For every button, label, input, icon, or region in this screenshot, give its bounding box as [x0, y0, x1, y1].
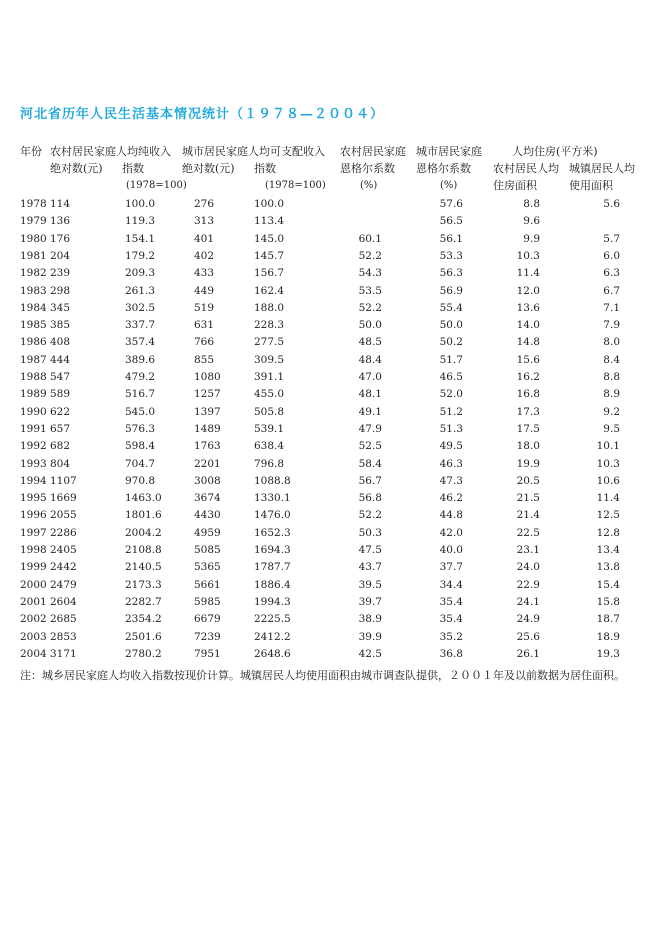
urban-income-abs-cell: 1257: [194, 388, 221, 401]
urban-income-index-cell: 156.7: [254, 267, 285, 280]
table-row: [0, 631, 662, 648]
rural-income-abs-cell: 2286: [50, 526, 77, 539]
year-cell: 1991: [20, 422, 47, 435]
rural-housing-cell: 14.0: [516, 319, 540, 332]
footnote: 注：城乡居民家庭人均收入指数按现价计算。城镇居民人均使用面积由城市调查队提供，２００１年及以前数据为居住面积。: [20, 669, 625, 682]
rural-housing-cell: 21.5: [516, 492, 540, 505]
rural-income-abs-cell: 239: [50, 267, 71, 280]
header-urban-base: (1978=100): [265, 180, 326, 191]
rural-housing-cell: 26.1: [516, 647, 540, 660]
rural-housing-cell: 19.9: [516, 457, 540, 470]
page-title: 河北省历年人民生活基本情况统计（１９７８—２００４）: [20, 107, 385, 122]
year-cell: 1981: [20, 249, 47, 262]
table-row: [0, 423, 662, 440]
urban-engel-cell: 57.6: [439, 198, 463, 210]
urban-housing-cell: 15.8: [596, 595, 620, 608]
urban-income-abs-cell: 1397: [194, 405, 221, 418]
urban-housing-cell: 6.7: [603, 284, 620, 297]
table-row: [0, 233, 662, 250]
rural-income-abs-cell: 3171: [50, 647, 77, 660]
year-cell: 1998: [20, 544, 47, 556]
rural-income-index-cell: 970.8: [125, 474, 156, 487]
urban-income-index-cell: 228.3: [254, 319, 285, 332]
urban-income-index-cell: 455.0: [254, 388, 285, 401]
urban-housing-cell: 6.3: [603, 267, 620, 280]
header-rural-engel-2: 恩格尔系数: [340, 162, 395, 175]
urban-engel-cell: 50.0: [439, 319, 463, 332]
urban-income-abs-cell: 7239: [194, 630, 221, 643]
rural-income-index-cell: 479.2: [125, 371, 156, 383]
urban-income-abs-cell: 313: [194, 215, 215, 228]
year-cell: 2003: [20, 630, 47, 643]
table-row: [0, 267, 662, 284]
rural-income-abs-cell: 136: [50, 215, 71, 228]
urban-housing-cell: 19.3: [596, 647, 620, 660]
year-cell: 1990: [20, 405, 47, 418]
table-row: [0, 492, 662, 509]
rural-income-abs-cell: 1107: [50, 474, 77, 487]
rural-income-index-cell: 100.0: [125, 198, 156, 210]
urban-housing-cell: 13.4: [596, 544, 620, 556]
rural-income-index-cell: 209.3: [125, 267, 156, 280]
urban-income-index-cell: 796.8: [254, 457, 285, 470]
table-row: [0, 302, 662, 319]
rural-housing-cell: 8.8: [523, 198, 540, 210]
rural-income-abs-cell: 2479: [50, 578, 77, 591]
table-row: [0, 596, 662, 613]
rural-income-abs-cell: 657: [50, 422, 71, 435]
urban-income-abs-cell: 3674: [194, 492, 221, 505]
urban-engel-cell: 46.3: [439, 457, 463, 470]
table-row: [0, 648, 662, 665]
urban-housing-cell: 8.9: [603, 388, 620, 401]
table-row: [0, 475, 662, 492]
rural-income-abs-cell: 1669: [50, 492, 77, 505]
year-cell: 1992: [20, 440, 47, 453]
rural-income-index-cell: 119.3: [125, 215, 156, 228]
urban-housing-cell: 5.7: [603, 232, 620, 245]
rural-income-index-cell: 302.5: [125, 301, 156, 314]
year-cell: 1987: [20, 353, 47, 366]
urban-housing-cell: 8.8: [603, 371, 620, 383]
urban-income-abs-cell: 1763: [194, 440, 221, 453]
urban-engel-cell: 51.2: [439, 405, 463, 418]
urban-income-index-cell: 1652.3: [254, 526, 291, 539]
table-row: [0, 319, 662, 336]
urban-income-abs-cell: 5985: [194, 595, 221, 608]
urban-income-abs-cell: 402: [194, 249, 215, 262]
header-urban-engel-2: 恩格尔系数: [416, 162, 471, 175]
rural-income-index-cell: 576.3: [125, 422, 156, 435]
urban-housing-cell: 8.0: [603, 336, 620, 349]
table-row: [0, 458, 662, 475]
rural-housing-cell: 15.6: [516, 353, 540, 366]
urban-housing-cell: 12.8: [596, 526, 620, 539]
rural-engel-cell: 49.1: [358, 405, 382, 418]
rural-engel-cell: 54.3: [358, 267, 382, 280]
rural-housing-cell: 24.1: [516, 595, 540, 608]
rural-housing-cell: 20.5: [516, 474, 540, 487]
urban-income-index-cell: 100.0: [254, 198, 285, 210]
urban-engel-cell: 53.3: [439, 249, 463, 262]
header-urban-income: 城市居民家庭人均可支配收入: [182, 145, 325, 158]
table-row: [0, 440, 662, 457]
rural-engel-cell: 48.1: [358, 388, 382, 401]
rural-income-index-cell: 598.4: [125, 440, 156, 453]
header-rural-engel-1: 农村居民家庭: [340, 145, 406, 158]
urban-income-index-cell: 391.1: [254, 371, 285, 383]
rural-housing-cell: 21.4: [516, 509, 540, 522]
urban-income-index-cell: 309.5: [254, 353, 285, 366]
year-cell: 2002: [20, 613, 47, 626]
rural-engel-cell: 47.5: [358, 544, 382, 556]
urban-engel-cell: 56.9: [439, 284, 463, 297]
rural-engel-cell: 58.4: [358, 457, 382, 470]
rural-income-index-cell: 2108.8: [125, 544, 162, 556]
rural-income-abs-cell: 385: [50, 319, 71, 332]
rural-income-abs-cell: 444: [50, 353, 71, 366]
rural-income-abs-cell: 345: [50, 301, 71, 314]
rural-income-abs-cell: 298: [50, 284, 71, 297]
header-housing: 人均住房(平方米): [512, 145, 598, 158]
rural-engel-cell: 42.5: [358, 647, 382, 660]
urban-income-index-cell: 145.0: [254, 232, 285, 245]
rural-income-index-cell: 545.0: [125, 405, 156, 418]
table-row: [0, 198, 662, 215]
rural-income-abs-cell: 176: [50, 232, 71, 245]
urban-income-index-cell: 113.4: [254, 215, 285, 228]
urban-income-index-cell: 162.4: [254, 284, 285, 297]
urban-engel-cell: 36.8: [439, 647, 463, 660]
urban-income-index-cell: 188.0: [254, 301, 285, 314]
urban-income-abs-cell: 519: [194, 301, 215, 314]
rural-income-index-cell: 2140.5: [125, 561, 162, 574]
urban-housing-cell: 18.7: [596, 613, 620, 626]
rural-income-index-cell: 2501.6: [125, 630, 162, 643]
rural-income-index-cell: 2282.7: [125, 595, 162, 608]
header-year: 年份: [20, 145, 42, 158]
urban-income-index-cell: 1694.3: [254, 544, 291, 556]
urban-income-index-cell: 2412.2: [254, 630, 291, 643]
urban-housing-cell: 7.9: [603, 319, 620, 332]
table-row: [0, 527, 662, 544]
rural-housing-cell: 14.8: [516, 336, 540, 349]
rural-income-index-cell: 1801.6: [125, 509, 162, 522]
header-rural-absolute: 绝对数(元): [50, 162, 103, 175]
table-row: [0, 285, 662, 302]
rural-housing-cell: 25.6: [516, 630, 540, 643]
urban-housing-cell: 9.5: [603, 422, 620, 435]
rural-engel-cell: 39.9: [358, 630, 382, 643]
table-row: [0, 509, 662, 526]
header-urban-index: 指数: [254, 162, 276, 175]
year-cell: 1986: [20, 336, 47, 349]
rural-engel-cell: 53.5: [358, 284, 382, 297]
rural-housing-cell: 17.5: [516, 422, 540, 435]
header-rural-income: 农村居民家庭人均纯收入: [50, 145, 171, 158]
rural-income-index-cell: 261.3: [125, 284, 156, 297]
urban-engel-cell: 50.2: [439, 336, 463, 349]
rural-income-index-cell: 337.7: [125, 319, 156, 332]
urban-income-index-cell: 2225.5: [254, 613, 291, 626]
urban-engel-cell: 42.0: [439, 526, 463, 539]
year-cell: 1989: [20, 388, 47, 401]
year-cell: 1997: [20, 526, 47, 539]
urban-income-abs-cell: 4959: [194, 526, 221, 539]
rural-income-abs-cell: 622: [50, 405, 71, 418]
urban-income-index-cell: 539.1: [254, 422, 285, 435]
rural-income-abs-cell: 589: [50, 388, 71, 401]
rural-income-abs-cell: 408: [50, 336, 71, 349]
urban-housing-cell: 11.4: [596, 492, 620, 505]
year-cell: 2000: [20, 578, 47, 591]
rural-engel-cell: 50.0: [358, 319, 382, 332]
urban-income-abs-cell: 766: [194, 336, 215, 349]
urban-housing-cell: 8.4: [603, 353, 620, 366]
urban-income-abs-cell: 855: [194, 353, 215, 366]
header-urban-absolute: 绝对数(元): [182, 162, 235, 175]
urban-engel-cell: 37.7: [439, 561, 463, 574]
rural-housing-cell: 12.0: [516, 284, 540, 297]
rural-engel-cell: 48.5: [358, 336, 382, 349]
year-cell: 1983: [20, 284, 47, 297]
rural-engel-cell: 52.2: [358, 509, 382, 522]
rural-housing-cell: 22.9: [516, 578, 540, 591]
urban-engel-cell: 46.2: [439, 492, 463, 505]
rural-housing-cell: 13.6: [516, 301, 540, 314]
urban-engel-cell: 34.4: [439, 578, 463, 591]
header-urban-percent: (%): [440, 180, 458, 191]
table-row: [0, 250, 662, 267]
header-rural-index: 指数: [122, 162, 144, 175]
urban-housing-cell: 10.6: [596, 474, 620, 487]
table-row: [0, 215, 662, 232]
rural-engel-cell: 52.5: [358, 440, 382, 453]
header-rural-base: (1978=100): [126, 180, 187, 191]
rural-income-abs-cell: 682: [50, 440, 71, 453]
rural-housing-cell: 18.0: [516, 440, 540, 453]
table-row: [0, 388, 662, 405]
urban-income-abs-cell: 276: [194, 198, 215, 210]
urban-income-index-cell: 1886.4: [254, 578, 291, 591]
rural-engel-cell: 56.8: [358, 492, 382, 505]
table-row: [0, 613, 662, 630]
rural-income-index-cell: 1463.0: [125, 492, 162, 505]
table-row: [0, 336, 662, 353]
rural-income-index-cell: 2354.2: [125, 613, 162, 626]
urban-engel-cell: 47.3: [439, 474, 463, 487]
rural-engel-cell: 47.0: [358, 371, 382, 383]
year-cell: 1995: [20, 492, 47, 505]
rural-housing-cell: 9.9: [523, 232, 540, 245]
table-row: [0, 371, 662, 388]
rural-housing-cell: 22.5: [516, 526, 540, 539]
header-urban-housing-1: 城镇居民人均: [569, 162, 635, 175]
urban-income-abs-cell: 3008: [194, 474, 221, 487]
rural-income-abs-cell: 2604: [50, 595, 77, 608]
rural-income-index-cell: 2780.2: [125, 647, 162, 660]
urban-housing-cell: 12.5: [596, 509, 620, 522]
rural-income-abs-cell: 2442: [50, 561, 77, 574]
urban-income-abs-cell: 631: [194, 319, 215, 332]
urban-income-abs-cell: 4430: [194, 509, 221, 522]
urban-engel-cell: 35.4: [439, 595, 463, 608]
rural-engel-cell: 39.5: [358, 578, 382, 591]
rural-engel-cell: 56.7: [358, 474, 382, 487]
rural-housing-cell: 16.8: [516, 388, 540, 401]
urban-engel-cell: 44.8: [439, 509, 463, 522]
rural-income-index-cell: 2173.3: [125, 578, 162, 591]
urban-income-index-cell: 505.8: [254, 405, 285, 418]
year-cell: 1984: [20, 301, 47, 314]
year-cell: 1978: [20, 198, 47, 210]
urban-engel-cell: 55.4: [439, 301, 463, 314]
year-cell: 1996: [20, 509, 47, 522]
urban-income-index-cell: 638.4: [254, 440, 285, 453]
urban-income-abs-cell: 6679: [194, 613, 221, 626]
urban-housing-cell: 10.1: [596, 440, 620, 453]
rural-income-index-cell: 357.4: [125, 336, 156, 349]
rural-housing-cell: 9.6: [523, 215, 540, 228]
year-cell: 2001: [20, 595, 47, 608]
rural-income-abs-cell: 114: [50, 198, 71, 210]
rural-engel-cell: 48.4: [358, 353, 382, 366]
rural-income-index-cell: 179.2: [125, 249, 156, 262]
year-cell: 1988: [20, 371, 47, 383]
urban-income-index-cell: 1787.7: [254, 561, 291, 574]
rural-housing-cell: 11.4: [516, 267, 540, 280]
urban-housing-cell: 7.1: [603, 301, 620, 314]
year-cell: 1979: [20, 215, 47, 228]
rural-housing-cell: 10.3: [516, 249, 540, 262]
urban-housing-cell: 5.6: [603, 198, 620, 210]
urban-housing-cell: 6.0: [603, 249, 620, 262]
rural-engel-cell: 43.7: [358, 561, 382, 574]
year-cell: 1993: [20, 457, 47, 470]
urban-income-index-cell: 1476.0: [254, 509, 291, 522]
urban-income-abs-cell: 401: [194, 232, 215, 245]
urban-engel-cell: 56.1: [439, 232, 463, 245]
year-cell: 1982: [20, 267, 47, 280]
table-row: [0, 561, 662, 578]
urban-income-index-cell: 1330.1: [254, 492, 291, 505]
rural-income-index-cell: 389.6: [125, 353, 156, 366]
urban-engel-cell: 46.5: [439, 371, 463, 383]
header-rural-housing-1: 农村居民人均: [493, 162, 559, 175]
urban-engel-cell: 51.3: [439, 422, 463, 435]
rural-engel-cell: 38.9: [358, 613, 382, 626]
year-cell: 1985: [20, 319, 47, 332]
urban-income-index-cell: 145.7: [254, 249, 285, 262]
urban-income-abs-cell: 5085: [194, 544, 221, 556]
urban-housing-cell: 9.2: [603, 405, 620, 418]
header-rural-housing-2: 住房面积: [493, 179, 537, 192]
rural-engel-cell: 52.2: [358, 249, 382, 262]
urban-income-abs-cell: 7951: [194, 647, 221, 660]
urban-engel-cell: 49.5: [439, 440, 463, 453]
urban-engel-cell: 35.2: [439, 630, 463, 643]
table-row: [0, 544, 662, 561]
table-row: [0, 406, 662, 423]
urban-engel-cell: 52.0: [439, 388, 463, 401]
urban-income-abs-cell: 433: [194, 267, 215, 280]
rural-housing-cell: 17.3: [516, 405, 540, 418]
rural-income-abs-cell: 2685: [50, 613, 77, 626]
rural-engel-cell: 52.2: [358, 301, 382, 314]
header-urban-engel-1: 城市居民家庭: [416, 145, 482, 158]
urban-income-abs-cell: 5365: [194, 561, 221, 574]
urban-housing-cell: 10.3: [596, 457, 620, 470]
rural-engel-cell: 60.1: [358, 232, 382, 245]
urban-income-abs-cell: 1489: [194, 422, 221, 435]
urban-housing-cell: 18.9: [596, 630, 620, 643]
year-cell: 1994: [20, 474, 47, 487]
urban-engel-cell: 56.5: [439, 215, 463, 228]
urban-income-abs-cell: 449: [194, 284, 215, 297]
rural-income-index-cell: 516.7: [125, 388, 156, 401]
table-row: [0, 354, 662, 371]
urban-income-index-cell: 1994.3: [254, 595, 291, 608]
rural-income-abs-cell: 204: [50, 249, 71, 262]
urban-income-abs-cell: 2201: [194, 457, 221, 470]
rural-engel-cell: 50.3: [358, 526, 382, 539]
rural-income-abs-cell: 804: [50, 457, 71, 470]
urban-income-index-cell: 2648.6: [254, 647, 291, 660]
urban-income-index-cell: 1088.8: [254, 474, 291, 487]
urban-engel-cell: 56.3: [439, 267, 463, 280]
rural-income-abs-cell: 2405: [50, 544, 77, 556]
rural-income-abs-cell: 2055: [50, 509, 77, 522]
table-row: [0, 579, 662, 596]
urban-income-index-cell: 277.5: [254, 336, 285, 349]
urban-income-abs-cell: 5661: [194, 578, 221, 591]
urban-housing-cell: 15.4: [596, 578, 620, 591]
rural-housing-cell: 16.2: [516, 371, 540, 383]
header-rural-percent: (%): [360, 180, 378, 191]
urban-engel-cell: 40.0: [439, 544, 463, 556]
rural-income-abs-cell: 2853: [50, 630, 77, 643]
urban-engel-cell: 51.7: [439, 353, 463, 366]
year-cell: 1980: [20, 232, 47, 245]
urban-housing-cell: 13.8: [596, 561, 620, 574]
rural-housing-cell: 24.9: [516, 613, 540, 626]
rural-engel-cell: 39.7: [358, 595, 382, 608]
rural-housing-cell: 23.1: [516, 544, 540, 556]
urban-income-abs-cell: 1080: [194, 371, 221, 383]
year-cell: 1999: [20, 561, 47, 574]
rural-income-index-cell: 704.7: [125, 457, 156, 470]
rural-income-abs-cell: 547: [50, 371, 71, 383]
urban-engel-cell: 35.4: [439, 613, 463, 626]
rural-income-index-cell: 154.1: [125, 232, 156, 245]
rural-engel-cell: 47.9: [358, 422, 382, 435]
header-urban-housing-2: 使用面积: [569, 179, 613, 192]
rural-income-index-cell: 2004.2: [125, 526, 162, 539]
rural-housing-cell: 24.0: [516, 561, 540, 574]
year-cell: 2004: [20, 647, 47, 660]
